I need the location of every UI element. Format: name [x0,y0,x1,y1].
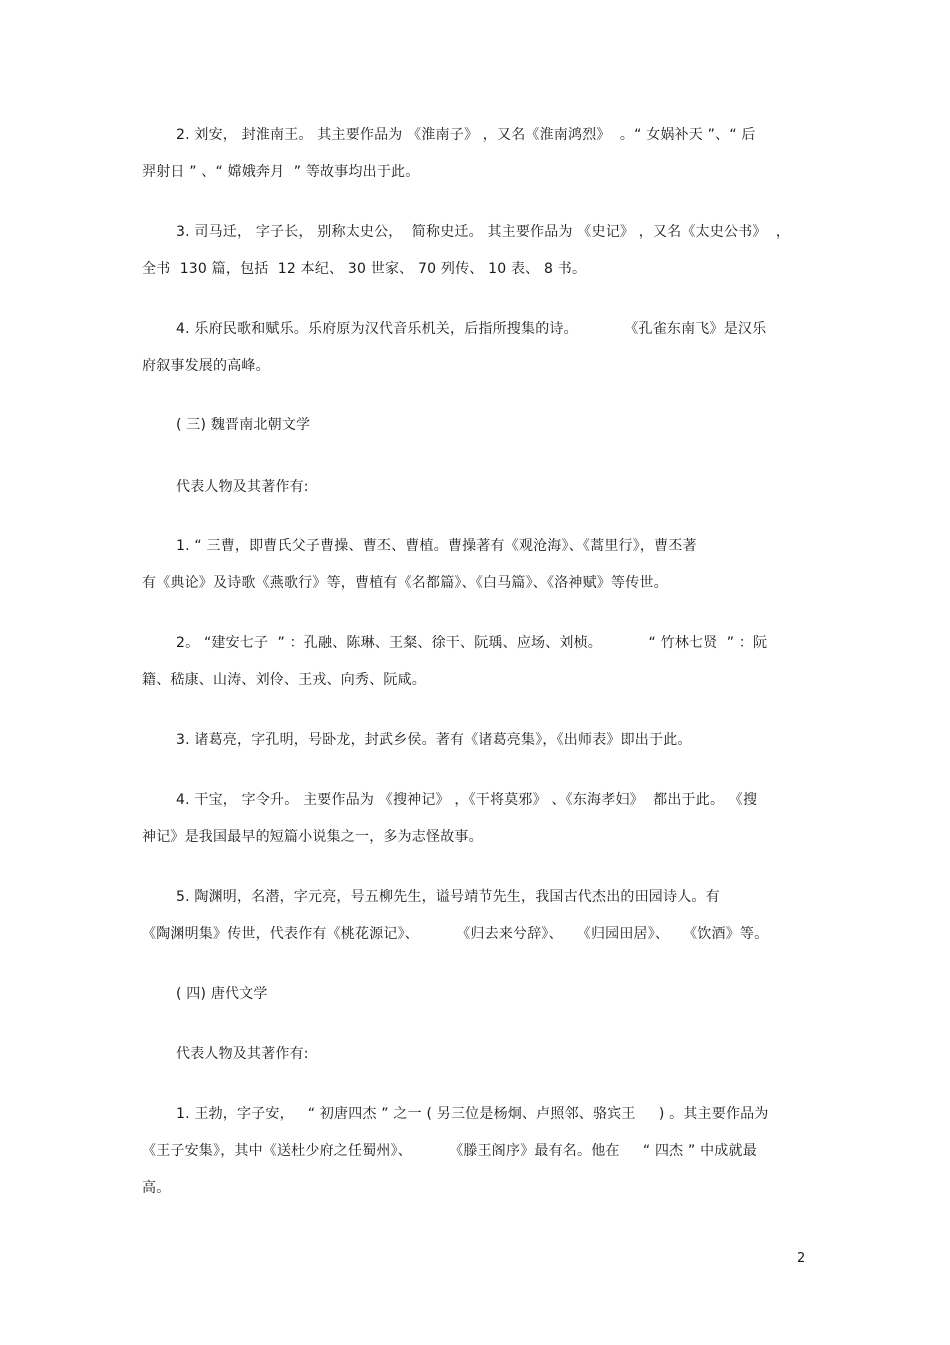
paragraph-sima-qian-line-1: 3. 司马迁， 字子长， 别称太史公， 简称史迁。 其主要作品为 《史记》 ，又名《太史公书》 ， [176,224,791,240]
section-heading-tang: ( 四) 唐代文学 [176,986,268,1002]
paragraph-wang-bo-line-1: 1. 王勃，字子安， “ 初唐四杰 ” 之一 ( 另三位是杨炯、卢照邻、骆宾王 ) 。其主要作品为 [176,1106,769,1122]
paragraph-san-cao-line-2: 有《典论》及诗歌《燕歌行》等，曹植有《名都篇》、《白马篇》、《洛神赋》等传世。 [142,575,668,591]
section-heading-wei-jin: ( 三) 魏晋南北朝文学 [176,417,311,433]
paragraph-jian-an-line-1: 2。 “建安七子 ” ：孔融、陈琳、王粲、徐干、阮瑀、应场、刘桢。 “ 竹林七贤 ” ：阮 [176,635,768,651]
paragraph-gan-bao-line-1: 4. 干宝， 字令升。 主要作品为 《搜神记》 ，《干将莫邪》 、《东海孝妇》 都出于此。 《搜 [176,792,758,808]
paragraph-tao-yuanming-line-1: 5. 陶渊明，名潜，字元亮，号五柳先生，谥号靖节先生，我国古代杰出的田园诗人。有 [176,889,720,905]
section-intro-wei-jin: 代表人物及其著作有: [176,479,309,495]
section-intro-tang: 代表人物及其著作有: [176,1046,309,1062]
page-number: 2 [797,1251,806,1266]
paragraph-liu-an-line-2: 羿射日 ” 、“ 嫦娥奔月 ” 等故事均出于此。 [142,164,420,180]
paragraph-zhuge-liang-line-1: 3. 诸葛亮，字孔明，号卧龙，封武乡侯。著有《诸葛亮集》，《出师表》即出于此。 [176,732,692,748]
paragraph-tao-yuanming-line-2: 《陶渊明集》传世，代表作有《桃花源记》、 《归去来兮辞》、 《归园田居》、 《饮酒》等。 [142,926,769,942]
paragraph-wang-bo-line-3: 高。 [142,1180,171,1196]
paragraph-san-cao-line-1: 1. “ 三曹，即曹氏父子曹操、曹丕、曹植。曹操著有《观沧海》、《蒿里行》，曹丕著 [176,538,697,554]
paragraph-sima-qian-line-2: 全书 130 篇，包括 12 本纪、 30 世家、 70 列传、 10 表、 8 书。 [142,261,587,277]
paragraph-jian-an-line-2: 籍、嵇康、山涛、刘伶、王戎、向秀、阮咸。 [142,672,426,688]
paragraph-yuefu-line-1: 4. 乐府民歌和赋乐。乐府原为汉代音乐机关，后指所搜集的诗。 《孔雀东南飞》是汉乐 [176,321,767,337]
paragraph-liu-an-line-1: 2. 刘安， 封淮南王。 其主要作品为 《淮南子》 ，又名《淮南鸿烈》 。“ 女娲补天 ”、“ 后 [176,127,756,143]
paragraph-yuefu-line-2: 府叙事发展的高峰。 [142,358,270,374]
paragraph-gan-bao-line-2: 神记》是我国最早的短篇小说集之一，多为志怪故事。 [142,829,483,845]
paragraph-wang-bo-line-2: 《王子安集》，其中《送杜少府之任蜀州》、 《滕王阁序》最有名。他在 “ 四杰 ” 中成就最 [142,1143,757,1159]
